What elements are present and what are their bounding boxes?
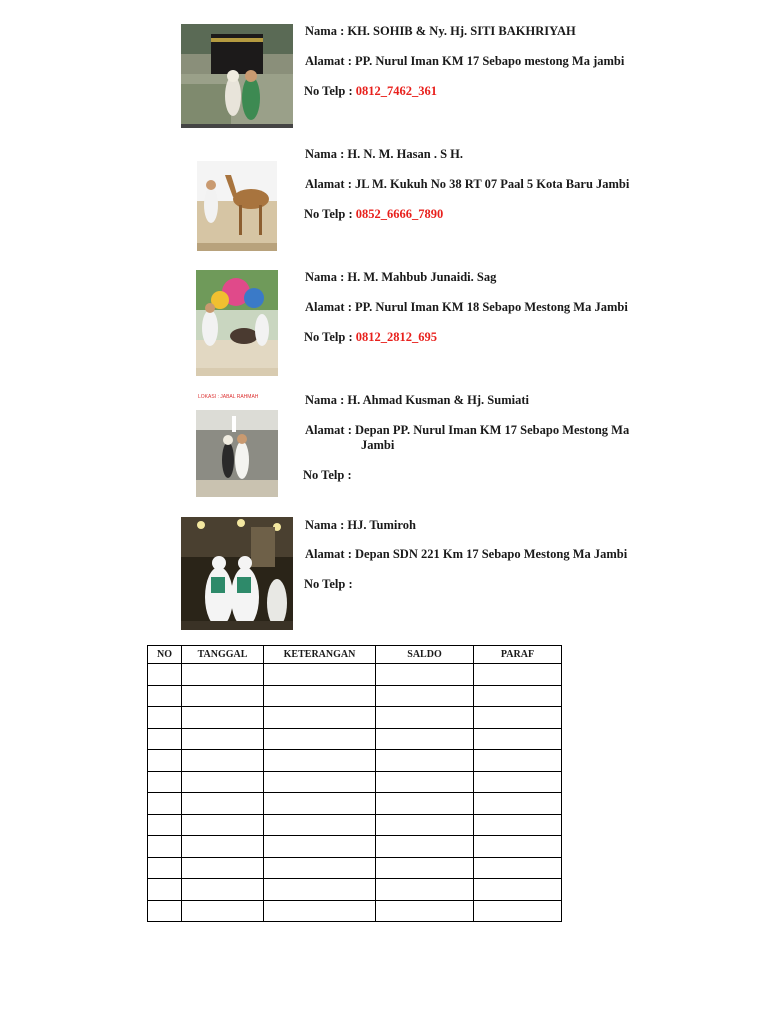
table-row <box>148 750 562 772</box>
table-cell <box>148 664 182 686</box>
table-cell <box>376 728 474 750</box>
table-cell <box>474 900 562 922</box>
header-tanggal: TANGGAL <box>182 646 264 664</box>
table-cell <box>474 836 562 858</box>
table-cell <box>474 857 562 879</box>
table-row <box>148 879 562 901</box>
table-cell <box>182 793 264 815</box>
table-cell <box>376 771 474 793</box>
table-cell <box>182 771 264 793</box>
name-line: Nama : KH. SOHIB & Ny. Hj. SITI BAKHRIYAH <box>305 24 576 38</box>
table-cell <box>264 685 376 707</box>
table-row <box>148 857 562 879</box>
table-cell <box>264 728 376 750</box>
table-cell <box>264 664 376 686</box>
table-cell <box>376 857 474 879</box>
table-cell <box>474 685 562 707</box>
table-cell <box>182 814 264 836</box>
table-cell <box>376 814 474 836</box>
table-cell <box>182 836 264 858</box>
table-cell <box>148 879 182 901</box>
table-cell <box>148 771 182 793</box>
table-cell <box>182 879 264 901</box>
table-cell <box>474 664 562 686</box>
table-cell <box>474 707 562 729</box>
phone-line <box>304 207 443 222</box>
table-cell <box>474 771 562 793</box>
phone-label: No Telp : <box>304 207 356 221</box>
phone-label: No Telp : <box>304 330 356 344</box>
table-cell <box>264 879 376 901</box>
table-cell <box>182 750 264 772</box>
table-cell <box>182 900 264 922</box>
table-cell <box>376 685 474 707</box>
phone-line <box>304 577 353 592</box>
header-keterangan: KETERANGAN <box>264 646 376 664</box>
table-row <box>148 771 562 793</box>
table-cell <box>376 664 474 686</box>
ledger-table <box>147 645 562 922</box>
table-cell <box>182 685 264 707</box>
table-cell <box>148 793 182 815</box>
header-saldo: SALDO <box>376 646 474 664</box>
table-row <box>148 900 562 922</box>
table-cell <box>376 750 474 772</box>
header-no: NO <box>148 646 182 664</box>
name-line: Nama : H. M. Mahbub Junaidi. Sag <box>305 270 497 284</box>
table-cell <box>376 879 474 901</box>
phone-line <box>304 84 437 99</box>
ledger-body <box>148 664 562 922</box>
table-row <box>148 793 562 815</box>
phone-number: 0852_6666_7890 <box>355 207 444 221</box>
table-cell <box>474 750 562 772</box>
table-cell <box>148 707 182 729</box>
person-photo <box>196 390 278 497</box>
table-cell <box>264 814 376 836</box>
address-line: Alamat : Depan SDN 221 Km 17 Sebapo Mestong Ma Jambi <box>305 547 628 561</box>
table-cell <box>148 728 182 750</box>
person-photo <box>181 517 293 630</box>
name-line: Nama : H. N. M. Hasan . S H. <box>305 147 463 161</box>
table-cell <box>148 836 182 858</box>
table-cell <box>264 857 376 879</box>
phone-label: No Telp : <box>304 84 356 98</box>
table-cell <box>148 750 182 772</box>
phone-number: 0812_7462_361 <box>355 84 438 98</box>
name-line: Nama : H. Ahmad Kusman & Hj. Sumiati <box>305 393 529 407</box>
ledger-header-row <box>148 646 562 664</box>
table-cell <box>182 728 264 750</box>
table-cell <box>182 857 264 879</box>
table-cell <box>148 857 182 879</box>
table-cell <box>474 879 562 901</box>
table-cell <box>148 900 182 922</box>
table-row <box>148 664 562 686</box>
table-cell <box>264 836 376 858</box>
photo-caption: LOKASI : JABAL RAHMAH <box>198 394 259 400</box>
phone-label: No Telp : <box>304 577 353 591</box>
table-cell <box>148 685 182 707</box>
table-cell <box>182 707 264 729</box>
table-row <box>148 685 562 707</box>
person-photo <box>181 24 293 128</box>
address-line: Alamat : PP. Nurul Iman KM 18 Sebapo Mestong Ma Jambi <box>305 300 628 314</box>
table-row <box>148 728 562 750</box>
table-cell <box>376 836 474 858</box>
table-cell <box>264 793 376 815</box>
table-cell <box>264 707 376 729</box>
phone-line <box>303 468 352 483</box>
address-continuation: Jambi <box>361 438 395 452</box>
table-cell <box>148 814 182 836</box>
table-cell <box>474 814 562 836</box>
header-paraf: PARAF <box>474 646 562 664</box>
phone-number: 0812_2812_695 <box>355 330 438 344</box>
table-cell <box>376 707 474 729</box>
table-cell <box>182 664 264 686</box>
name-line: Nama : HJ. Tumiroh <box>305 518 416 532</box>
table-cell <box>376 793 474 815</box>
table-cell <box>474 793 562 815</box>
phone-line <box>304 330 437 345</box>
person-photo <box>196 270 278 376</box>
table-cell <box>376 900 474 922</box>
table-row <box>148 836 562 858</box>
address-line: Alamat : Depan PP. Nurul Iman KM 17 Sebapo Mestong Ma <box>305 423 630 437</box>
table-row <box>148 814 562 836</box>
table-cell <box>264 750 376 772</box>
person-photo <box>197 161 277 251</box>
table-cell <box>474 728 562 750</box>
phone-label: No Telp : <box>303 468 352 482</box>
table-cell <box>264 771 376 793</box>
address-line: Alamat : PP. Nurul Iman KM 17 Sebapo mestong Ma jambi <box>305 54 625 68</box>
table-row <box>148 707 562 729</box>
address-line: Alamat : JL M. Kukuh No 38 RT 07 Paal 5 Kota Baru Jambi <box>305 177 630 191</box>
table-cell <box>264 900 376 922</box>
